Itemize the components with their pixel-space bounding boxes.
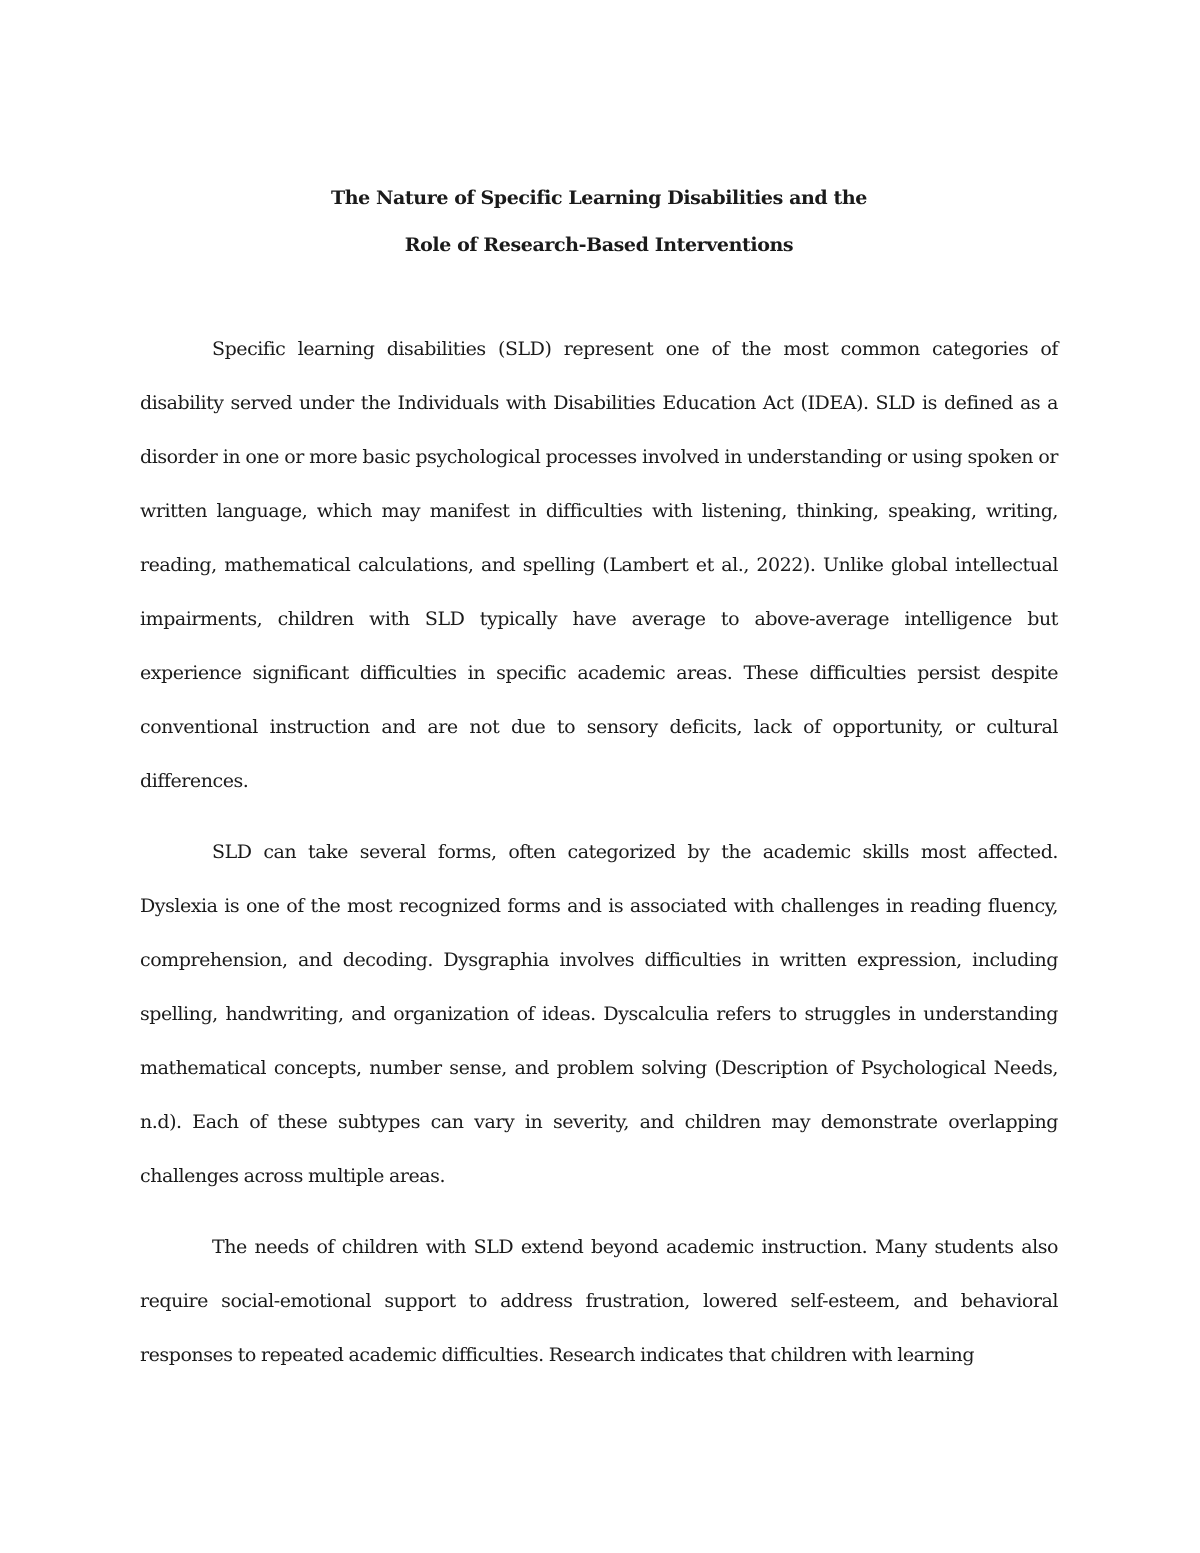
title-line-1: The Nature of Specific Learning Disabilities and the <box>330 187 867 209</box>
paragraph-3: The needs of children with SLD extend beyond academic instruction. Many students also require social-emotional support to address frustration, lowered self-esteem, and behavioral responses to repeated academic difficulties. Research indicates that children with learning <box>140 1236 1058 1366</box>
title-line-2: Role of Research-Based Interventions <box>404 234 794 256</box>
paragraph-2: SLD can take several forms, often categorized by the academic skills most affected. Dyslexia is one of the most recognized forms and is associated with challenges in reading fluency, comprehension, and decoding. Dysgraphia involves difficulties in written expression, including spelling, handwriting, and organization of ideas. Dyscalculia refers to struggles in understanding mathematical concepts, number sense, and problem solving (Description of Psychological Needs, n.d). Each of these subtypes can vary in severity, and children may demonstrate overlapping challenges across multiple areas. <box>140 841 1058 1187</box>
paragraph-1: Specific learning disabilities (SLD) represent one of the most common categories of disability served under the Individuals with Disabilities Education Act (IDEA). SLD is defined as a disorder in one or more basic psychological processes involved in understanding or using spoken or written language, which may manifest in difficulties with listening, thinking, speaking, writing, reading, mathematical calculations, and spelling (Lambert et al., 2022). Unlike global intellectual impairments, children with SLD typically have average to above-average intelligence but experience significant difficulties in specific academic areas. These difficulties persist despite conventional instruction and are not due to sensory deficits, lack of opportunity, or cultural differences. <box>140 338 1058 792</box>
document-page <box>140 186 1058 1382</box>
